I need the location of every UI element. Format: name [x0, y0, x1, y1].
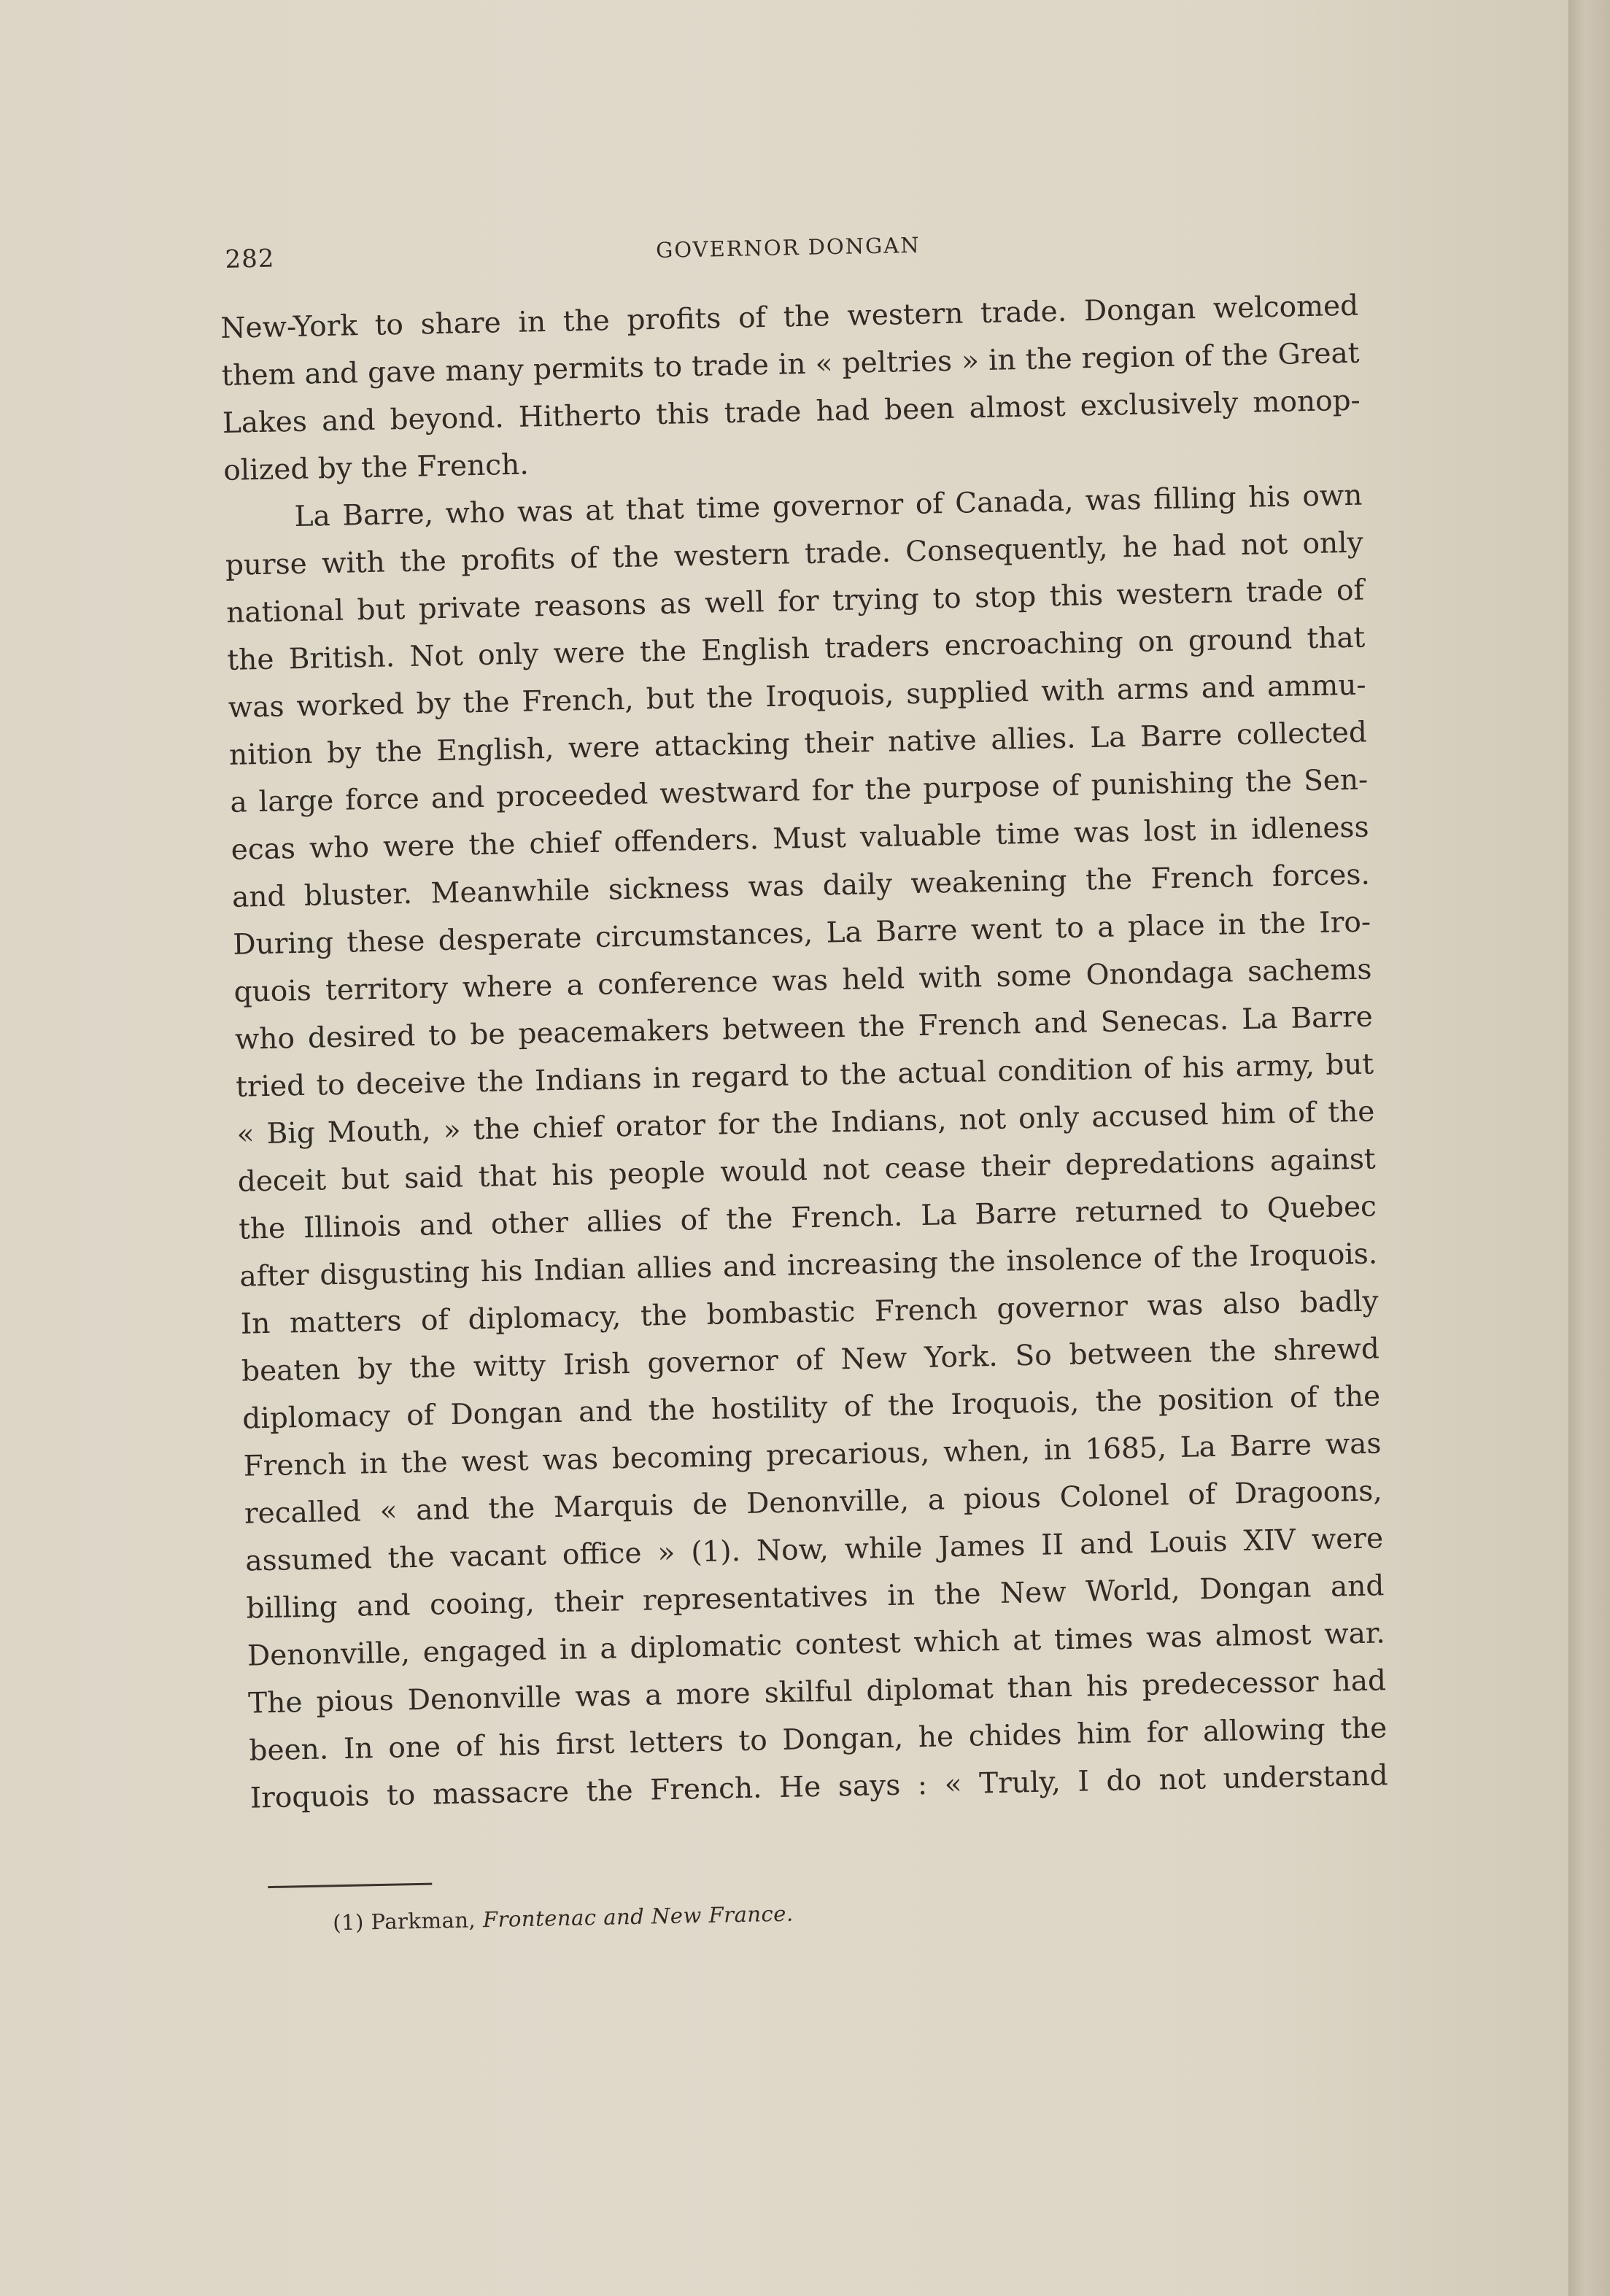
page-number: 282 — [225, 244, 275, 274]
text-line: The pious Denonville was a more skilful diplomat than his predecessor had — [247, 1664, 1387, 1720]
running-title: GOVERNOR DONGAN — [655, 232, 921, 263]
text-line: During these desperate circumstances, La Barre went to a place in the Iro- — [232, 905, 1371, 962]
footnote-author: Parkman, — [371, 1907, 476, 1935]
text-line: beaten by the witty Irish governor of New York. So between the shrewd — [241, 1332, 1380, 1388]
text-line: assumed the vacant office » (1). Now, while James II and Louis XIV were — [244, 1522, 1384, 1578]
footnote-divider — [268, 1883, 432, 1889]
text-line: recalled « and the Marquis de Denonville, a pious Colonel of Dragoons, — [244, 1474, 1383, 1531]
text-line: In matters of diplomacy, the bombastic French governor was also badly — [240, 1285, 1379, 1341]
text-line: them and gave many permits to trade in « peltries » in the region of the Great — [221, 336, 1360, 393]
text-line: national but private reasons as well for trying to stop this western trade of — [225, 573, 1365, 630]
page-content — [219, 218, 1390, 1937]
text-line: French in the west was becoming precarious, when, in 1685, La Barre was — [243, 1427, 1382, 1483]
body-text — [220, 282, 1388, 1823]
text-line: who desired to be peacemakers between the French and Senecas. La Barre — [234, 1000, 1374, 1056]
page-edge — [1568, 0, 1610, 2296]
text-line: deceit but said that his people would not cease their depredations against — [237, 1143, 1377, 1199]
text-line: olized by the French. — [222, 448, 530, 487]
text-line: La Barre, who was at that time governor of Canada, was filling his own — [294, 479, 1363, 533]
footnote-work-title: Frontenac and New France. — [482, 1901, 794, 1933]
text-line: « Big Mouth, » the chief orator for the Indians, not only accused him of the — [236, 1095, 1375, 1151]
footnote-marker: (1) — [332, 1909, 365, 1936]
text-line: quois territory where a conference was held with some Onondaga sachems — [233, 953, 1372, 1009]
text-line: been. In one of his first letters to Dongan, he chides him for allowing the — [249, 1712, 1388, 1768]
text-line: nition by the English, were attacking their native allies. La Barre collected — [228, 716, 1368, 772]
text-line: tried to deceive the Indians in regard to the actual condition of his army, but — [235, 1048, 1374, 1104]
text-line: was worked by the French, but the Iroquois, supplied with arms and ammu- — [228, 668, 1366, 724]
text-line: and bluster. Meanwhile sickness was daily weakening the French forces. — [231, 858, 1371, 914]
text-line: the Illinois and other allies of the French. La Barre returned to Quebec — [238, 1190, 1377, 1246]
text-line: New-York to share in the profits of the western trade. Dongan welcomed — [220, 289, 1359, 345]
text-line: Iroquois to massacre the French. He says : « Truly, I do not understand — [249, 1759, 1388, 1815]
text-line: the British. Not only were the English traders encroaching on ground that — [227, 621, 1366, 677]
text-line: Denonville, engaged in a diplomatic contest which at times was almost war. — [247, 1617, 1386, 1673]
text-line: billing and cooing, their representatives in the New World, Dongan and — [246, 1569, 1385, 1626]
text-line: diplomacy of Dongan and the hostility of the Iroquois, the position of the — [241, 1380, 1381, 1436]
text-line: ecas who were the chief offenders. Must valuable time was lost in idleness — [231, 811, 1369, 867]
text-line: Lakes and beyond. Hitherto this trade had been almost exclusively monop- — [222, 384, 1361, 440]
text-line: after disgusting his Indian allies and increasing the insolence of the Iroquois. — [239, 1237, 1378, 1294]
text-line: purse with the profits of the western trade. Consequently, he had not only — [225, 526, 1364, 582]
text-line: a large force and proceeded westward for the purpose of punishing the Sen- — [230, 763, 1369, 819]
